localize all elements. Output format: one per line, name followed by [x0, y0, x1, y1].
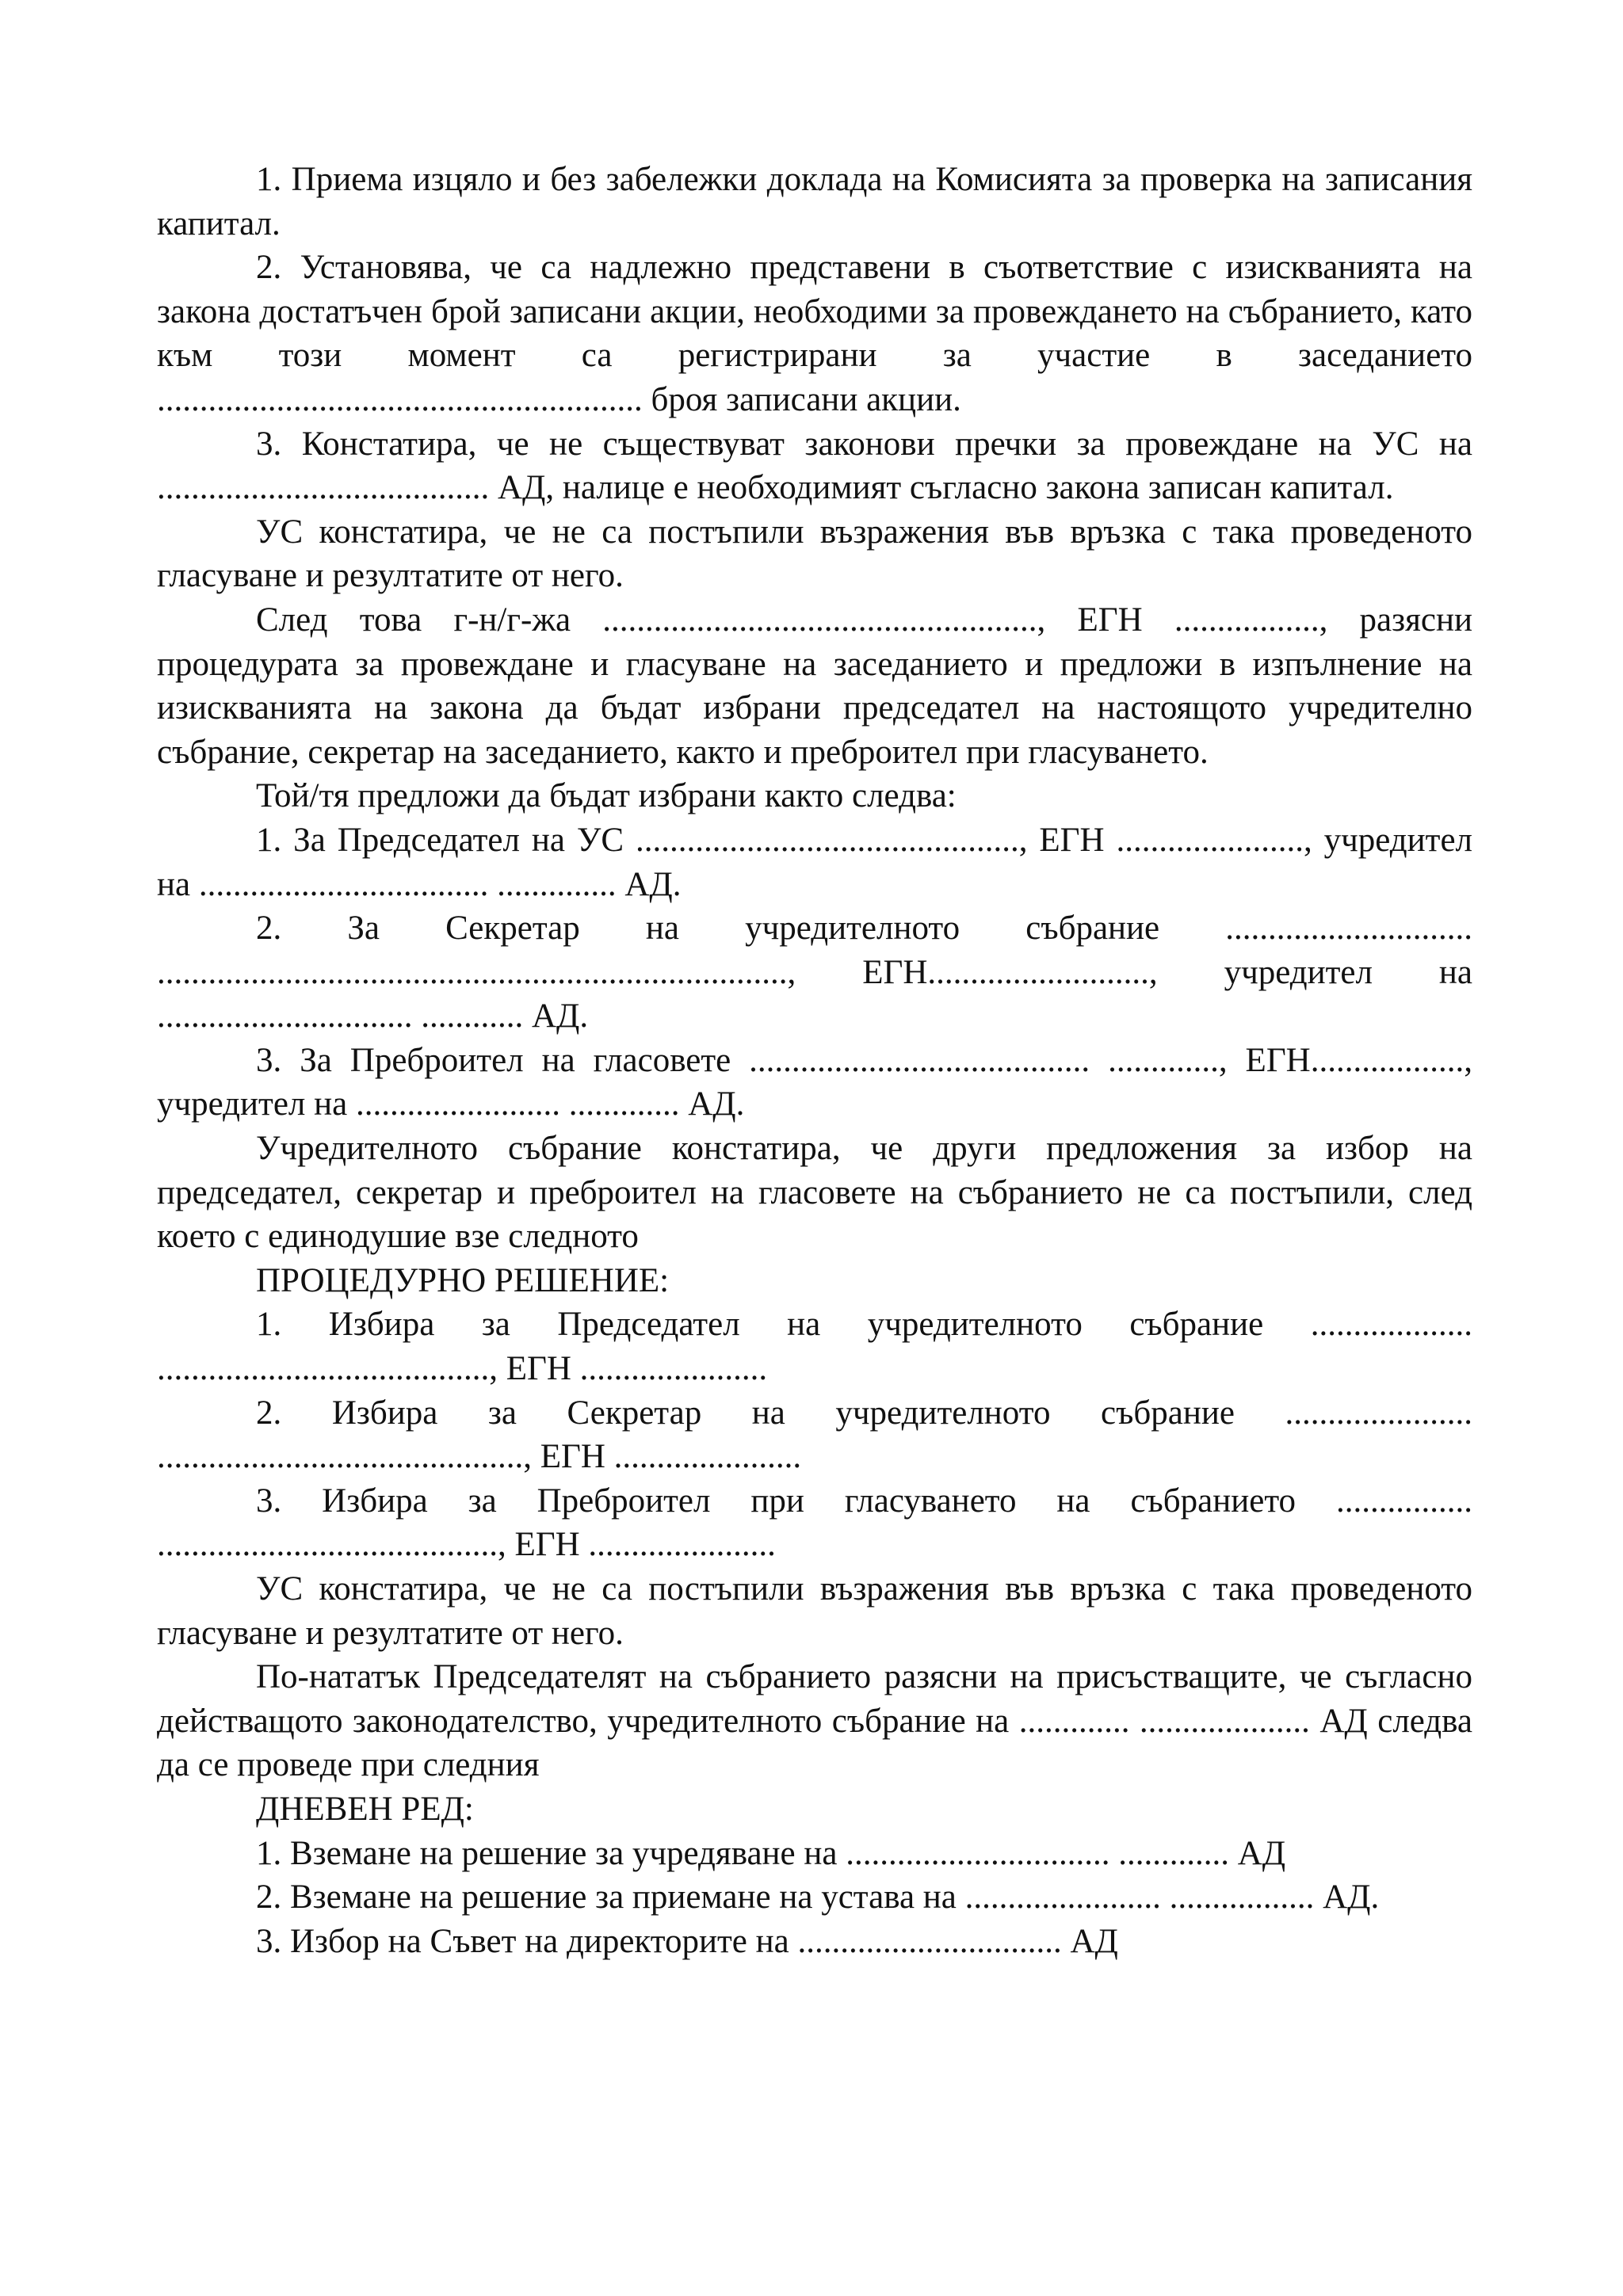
- paragraph-15: УС констатира, че не са постъпили възражения във връзка с така проведеното гласуване и резултатите от него.: [157, 1570, 1472, 1652]
- paragraph-1: 1. Приема изцяло и без забележки доклада на Комисията за проверка на записания капитал.: [157, 161, 1472, 242]
- paragraph-20: 3. Избор на Съвет на директорите на ............................... АД: [256, 1922, 1118, 1960]
- paragraph-5: След това г-н/г-жа ..................................................., ЕГН ................., разясни процедурата за провеждане и гласуване на заседанието и предложи в изпълнение на изискванията на закона да бъдат избрани председател на настоящото учредително събрание, секретар на заседанието, както и преброител при гласуването.: [157, 601, 1472, 771]
- paragraph-8: 2. За Секретар на учредителното събрание ............................. .........................................................................., ЕГН.........................., учредител на .............................. ............ АД.: [157, 910, 1472, 1035]
- paragraph-13: 2. Избира за Секретар на учредителното събрание ...................... ..........................................., ЕГН ......................: [157, 1394, 1472, 1476]
- paragraph-6: Той/тя предложи да бъдат избрани както следва:: [256, 777, 957, 815]
- paragraph-16: По-нататък Председателят на събранието разясни на присъстващите, че съгласно действащото законодателство, учредителното събрание на ............. .................... АД следва да се проведе при следния: [157, 1658, 1472, 1784]
- paragraph-4: УС констатира, че не са постъпили възражения във връзка с така проведеното гласуване и резултатите от него.: [157, 513, 1472, 595]
- document-body: [157, 158, 1472, 1963]
- paragraph-3: 3. Констатира, че не съществуват законови пречки за провеждане на УС на ....................................... АД, налице е необходимият съгласно закона записан капитал.: [157, 425, 1472, 507]
- paragraph-2: 2. Установява, че са надлежно представени в съответствие с изискванията на закона достатъчен брой записани акции, необходими за провеждането на събранието, като към този момент са регистрирани за участие в заседанието ......................................................... броя записани акции.: [157, 249, 1472, 418]
- paragraph-7: 1. За Председател на УС ............................................., ЕГН ......................, учредител на .................................. .............. АД.: [157, 821, 1472, 903]
- paragraph-9: 3. За Преброител на гласовете ........................................ ............., ЕГН.................., учредител на ........................ ............. АД.: [157, 1041, 1472, 1123]
- paragraph-14: 3. Избира за Преброител при гласуването на събранието ................ ........................................, ЕГН ......................: [157, 1482, 1472, 1564]
- paragraph-11: ПРОЦЕДУРНО РЕШЕНИЕ:: [256, 1261, 670, 1299]
- paragraph-18: 1. Вземане на решение за учредяване на ............................... ............. АД: [256, 1834, 1286, 1872]
- paragraph-19: 2. Вземане на решение за приемане на устава на ....................... ................. АД.: [256, 1878, 1380, 1917]
- paragraph-12: 1. Избира за Председател на учредителното събрание ................... ......................................., ЕГН ......................: [157, 1306, 1472, 1388]
- paragraph-17: ДНЕВЕН РЕД:: [256, 1790, 474, 1828]
- paragraph-10: Учредителното събрание констатира, че други предложения за избор на председател, секретар и преброител на гласовете на събранието не са постъпили, след което с единодушие взе следното: [157, 1130, 1472, 1256]
